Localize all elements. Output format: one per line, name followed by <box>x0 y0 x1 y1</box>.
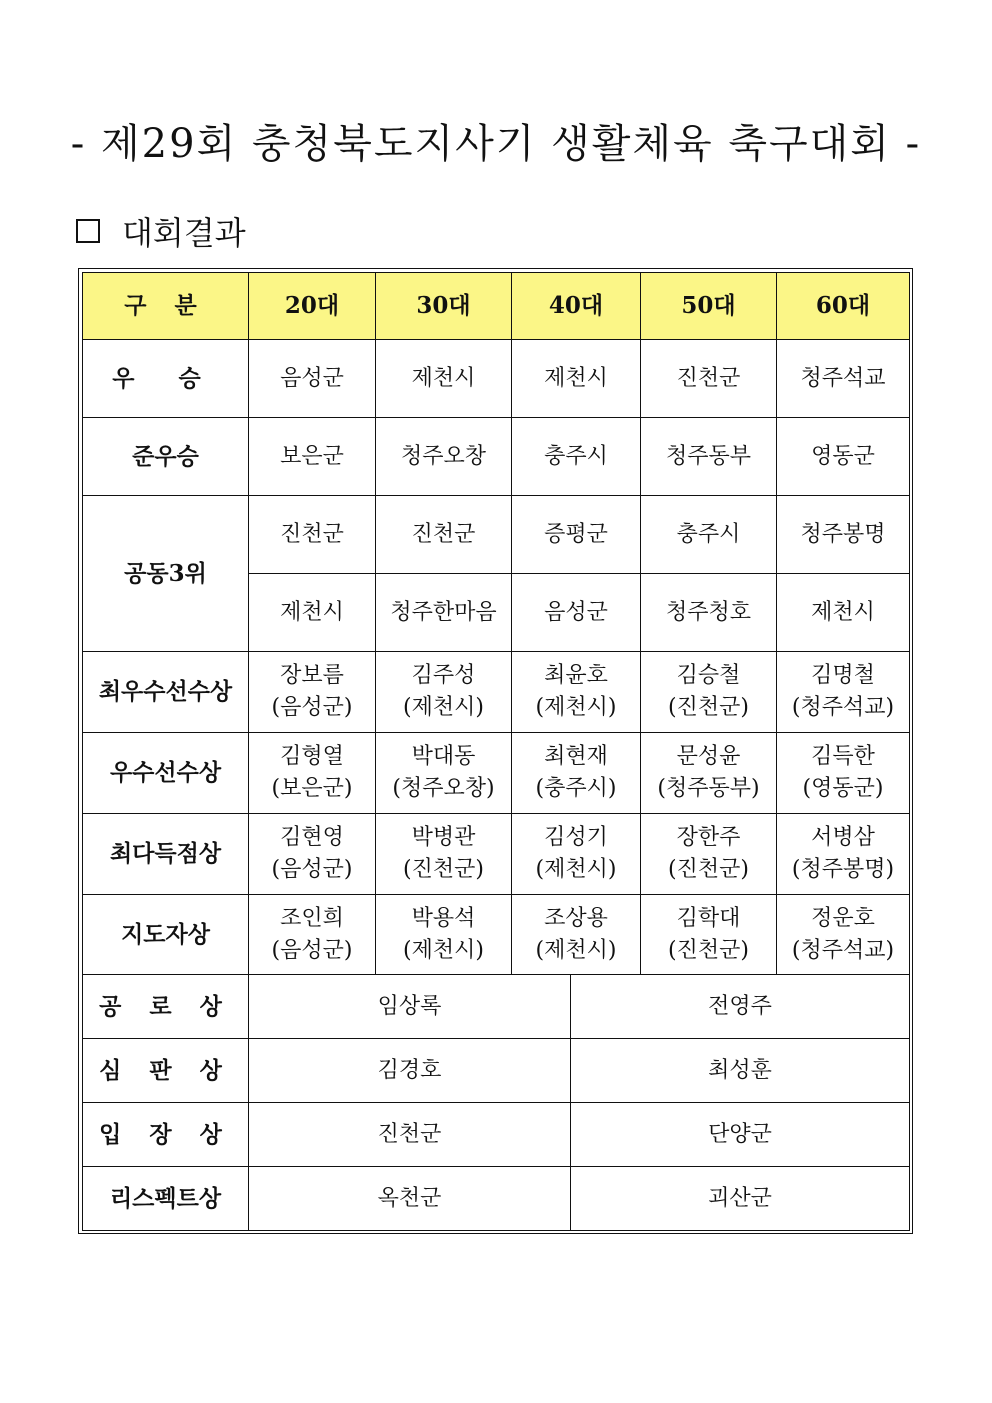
winner-cell: 음성군 <box>249 340 376 418</box>
entrance-award-cell: 단양군 <box>571 1103 910 1167</box>
joint-third-cell: 청주봉명 <box>777 496 910 574</box>
header-age-30: 30대 <box>376 273 512 340</box>
coach-name: 김학대 <box>676 905 741 931</box>
runner-up-cell: 청주오창 <box>376 418 512 496</box>
player-name: 박대동 <box>411 744 476 770</box>
player-team: (제천시) <box>535 857 617 882</box>
top-scorer-label: 최다득점상 <box>83 814 249 895</box>
coach-team: (제천시) <box>535 937 617 963</box>
excellent-player-cell <box>641 733 777 814</box>
joint-third-cell: 음성군 <box>512 574 641 652</box>
coach-award-row <box>83 895 910 975</box>
player-team: (청주오창) <box>392 776 495 801</box>
merit-award-cell: 전영주 <box>571 975 910 1039</box>
top-scorer-cell <box>512 814 641 895</box>
top-scorer-cell <box>641 814 777 895</box>
coach-team: (제천시) <box>403 937 484 963</box>
player-name: 김형열 <box>280 744 344 770</box>
player-team: (청주석교) <box>791 695 895 720</box>
header-age-50: 50대 <box>641 273 777 340</box>
respect-award-label: 리스펙트상 <box>83 1167 249 1231</box>
coach-award-cell <box>641 895 777 975</box>
player-name: 최윤호 <box>544 663 608 689</box>
mvp-cell <box>641 652 777 733</box>
joint-third-cell: 충주시 <box>641 496 777 574</box>
page-title: - 제29회 충청북도지사기 생활체육 축구대회 - <box>70 121 922 167</box>
joint-third-cell: 청주한마음 <box>376 574 512 652</box>
player-team: (보은군) <box>271 776 353 801</box>
player-name: 김현영 <box>280 825 344 851</box>
header-age-60: 60대 <box>777 273 910 340</box>
top-scorer-cell <box>376 814 512 895</box>
header-category: 구 분 <box>83 273 249 340</box>
coach-name: 조상용 <box>544 905 608 931</box>
coach-team: (진천군) <box>668 937 749 963</box>
winner-label: 우 승 <box>83 340 249 418</box>
coach-award-label: 지도자상 <box>83 895 249 975</box>
header-age-20: 20대 <box>249 273 376 340</box>
joint-third-cell: 진천군 <box>249 496 376 574</box>
joint-third-row <box>83 496 910 574</box>
referee-award-cell: 최성훈 <box>571 1039 910 1103</box>
header-age-40: 40대 <box>512 273 641 340</box>
player-team: (청주봉명) <box>791 857 895 882</box>
excellent-player-cell <box>249 733 376 814</box>
section-heading <box>76 208 246 254</box>
entrance-award-label: 입 장 상 <box>83 1103 249 1167</box>
referee-award-cell: 김경호 <box>249 1039 571 1103</box>
player-name: 김주성 <box>411 663 476 689</box>
player-team: (진천군) <box>668 857 749 882</box>
runner-up-cell: 충주시 <box>512 418 641 496</box>
coach-award-cell <box>376 895 512 975</box>
entrance-award-cell: 진천군 <box>249 1103 571 1167</box>
referee-award-label: 심 판 상 <box>83 1039 249 1103</box>
section-heading-text: 대회결과 <box>122 214 246 252</box>
runner-up-label: 준우승 <box>83 418 249 496</box>
player-team: (영동군) <box>802 776 884 801</box>
winner-cell: 청주석교 <box>777 340 910 418</box>
player-name: 박병관 <box>411 825 476 851</box>
player-team: (음성군) <box>271 857 353 882</box>
merit-award-cell: 임상록 <box>249 975 571 1039</box>
winner-cell: 제천시 <box>512 340 641 418</box>
coach-award-cell <box>249 895 376 975</box>
runner-up-cell: 보은군 <box>249 418 376 496</box>
referee-award-row <box>83 1039 910 1103</box>
entrance-award-row <box>83 1103 910 1167</box>
winner-cell: 진천군 <box>641 340 777 418</box>
joint-third-cell: 진천군 <box>376 496 512 574</box>
mvp-cell <box>512 652 641 733</box>
excellent-player-cell <box>376 733 512 814</box>
mvp-label: 최우수선수상 <box>83 652 249 733</box>
top-scorer-cell <box>777 814 910 895</box>
runner-up-cell: 청주동부 <box>641 418 777 496</box>
player-team: (진천군) <box>403 857 484 882</box>
player-name: 김성기 <box>544 825 608 851</box>
header-row <box>83 273 910 340</box>
joint-third-cell: 제천시 <box>249 574 376 652</box>
winner-cell: 제천시 <box>376 340 512 418</box>
results-table-frame <box>78 268 913 1234</box>
player-name: 서병삼 <box>811 825 875 851</box>
excellent-player-cell <box>512 733 641 814</box>
player-name: 장한주 <box>676 825 741 851</box>
player-team: (진천군) <box>668 695 749 720</box>
checkbox-square-icon <box>76 219 100 243</box>
top-scorer-row <box>83 814 910 895</box>
merit-award-label: 공 로 상 <box>83 975 249 1039</box>
player-name: 김승철 <box>676 663 741 689</box>
excellent-player-cell <box>777 733 910 814</box>
respect-award-row <box>83 1167 910 1231</box>
top-scorer-cell <box>249 814 376 895</box>
coach-award-cell <box>512 895 641 975</box>
mvp-cell <box>376 652 512 733</box>
respect-award-cell: 괴산군 <box>571 1167 910 1231</box>
coach-name: 정운호 <box>811 905 875 931</box>
mvp-cell <box>777 652 910 733</box>
coach-team: (청주석교) <box>791 937 895 963</box>
joint-third-label: 공동3위 <box>83 496 249 652</box>
joint-third-cell: 청주청호 <box>641 574 777 652</box>
coach-name: 조인희 <box>280 905 344 931</box>
coach-team: (음성군) <box>271 937 353 963</box>
runner-up-row <box>83 418 910 496</box>
player-team: (제천시) <box>535 695 617 720</box>
player-name: 김득한 <box>811 744 875 770</box>
winner-row <box>83 340 910 418</box>
player-team: (제천시) <box>403 695 484 720</box>
results-table <box>82 272 910 1231</box>
respect-award-cell: 옥천군 <box>249 1167 571 1231</box>
player-name: 김명철 <box>811 663 875 689</box>
player-team: (음성군) <box>271 695 353 720</box>
player-name: 최현재 <box>544 744 608 770</box>
player-team: (충주시) <box>535 776 617 801</box>
mvp-row <box>83 652 910 733</box>
excellent-player-label: 우수선수상 <box>83 733 249 814</box>
player-team: (청주동부) <box>657 776 760 801</box>
joint-third-cell: 제천시 <box>777 574 910 652</box>
merit-award-row <box>83 975 910 1039</box>
coach-name: 박용석 <box>411 905 476 931</box>
mvp-cell <box>249 652 376 733</box>
coach-award-cell <box>777 895 910 975</box>
runner-up-cell: 영동군 <box>777 418 910 496</box>
joint-third-cell: 증평군 <box>512 496 641 574</box>
player-name: 장보름 <box>280 663 344 689</box>
player-name: 문성윤 <box>676 744 741 770</box>
excellent-player-row <box>83 733 910 814</box>
